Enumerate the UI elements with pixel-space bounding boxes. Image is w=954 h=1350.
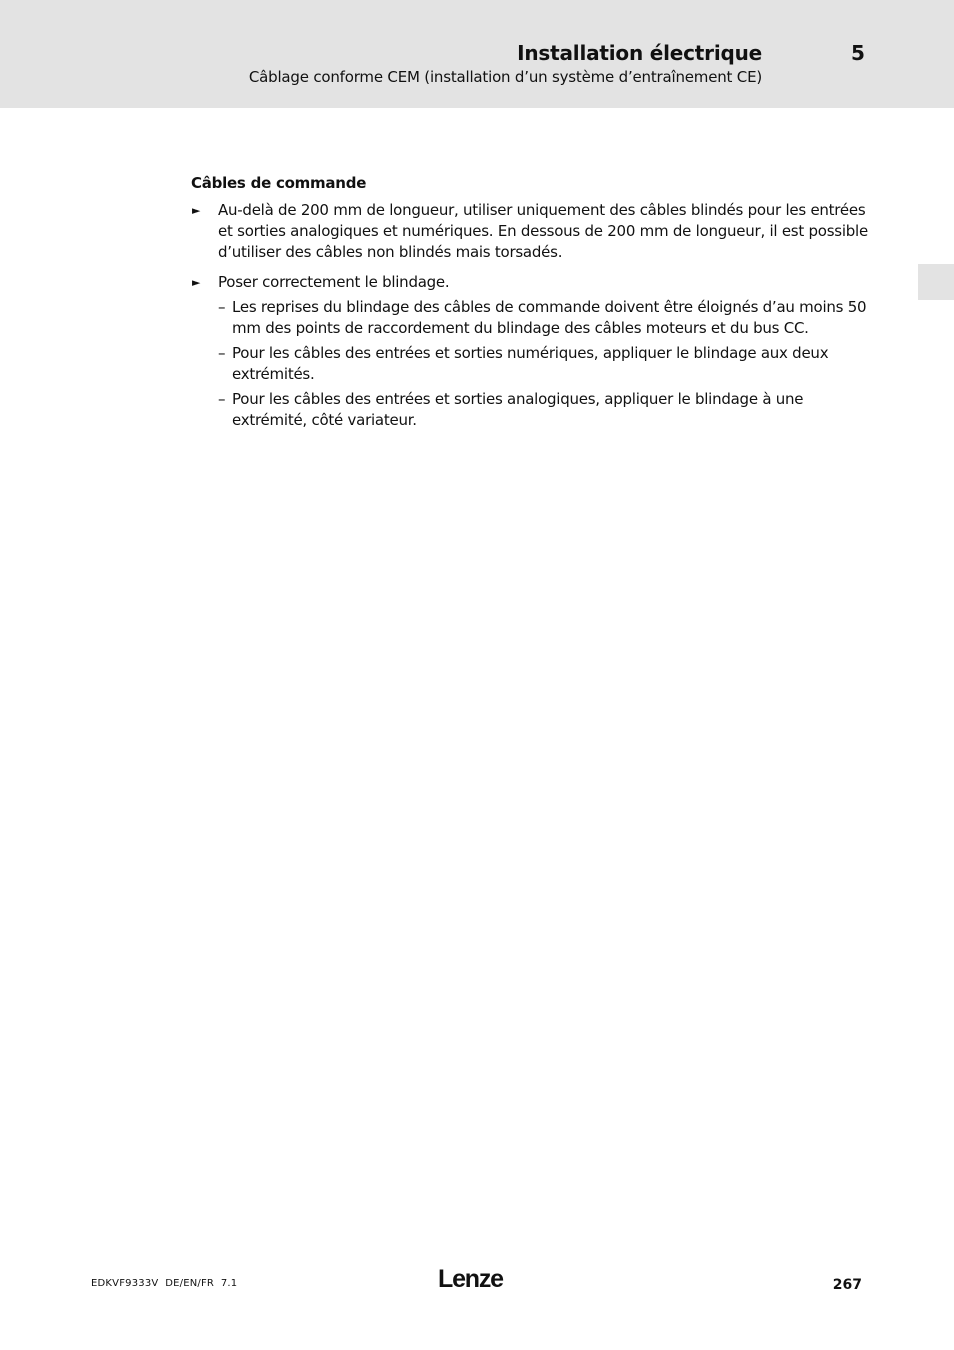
triangle-bullet-icon: ►: [192, 276, 201, 289]
dash-text: Les reprises du blindage des câbles de commande doivent être éloignés d’au moins 50 mm des points de raccordement du blindage des câbles moteurs et du bus CC.: [232, 298, 867, 337]
page-number: 267: [832, 1277, 862, 1293]
dash-item-shield-distance: [218, 297, 871, 339]
dash-marker: –: [218, 298, 226, 316]
bullet-item-shielded-cables: [191, 200, 871, 263]
bullet-text: Poser correctement le blindage.: [218, 273, 450, 291]
lenze-logo: Lenze: [438, 1265, 503, 1293]
dash-marker: –: [218, 344, 226, 362]
triangle-bullet-icon: ►: [192, 204, 201, 217]
bullet-item-shield-laying: [191, 272, 871, 431]
dash-list: [218, 297, 871, 431]
chapter-title: Installation électrique: [517, 41, 762, 65]
page-header-band: [0, 0, 954, 108]
dash-item-analog-io: [218, 389, 871, 431]
main-content: [191, 173, 871, 440]
bullet-text: Au-delà de 200 mm de longueur, utiliser uniquement des câbles blindés pour les entrées et sorties analogiques et numériques. En dessous de 200 mm de longueur, il est possible d’utiliser des câbles non blindés mais torsadés.: [218, 201, 868, 261]
dash-text: Pour les câbles des entrées et sorties numériques, appliquer le blindage aux deux extrémités.: [232, 344, 829, 383]
dash-marker: –: [218, 390, 226, 408]
section-heading: Câbles de commande: [191, 174, 367, 192]
dash-text: Pour les câbles des entrées et sorties analogiques, appliquer le blindage à une extrémité, côté variateur.: [232, 390, 804, 429]
chapter-subtitle: Câblage conforme CEM (installation d’un système d’entraînement CE): [248, 68, 762, 86]
document-code: EDKVF9333V DE/EN/FR 7.1: [91, 1278, 238, 1289]
chapter-number: 5: [851, 41, 865, 65]
dash-item-digital-io: [218, 343, 871, 385]
chapter-side-tab: [918, 264, 954, 300]
